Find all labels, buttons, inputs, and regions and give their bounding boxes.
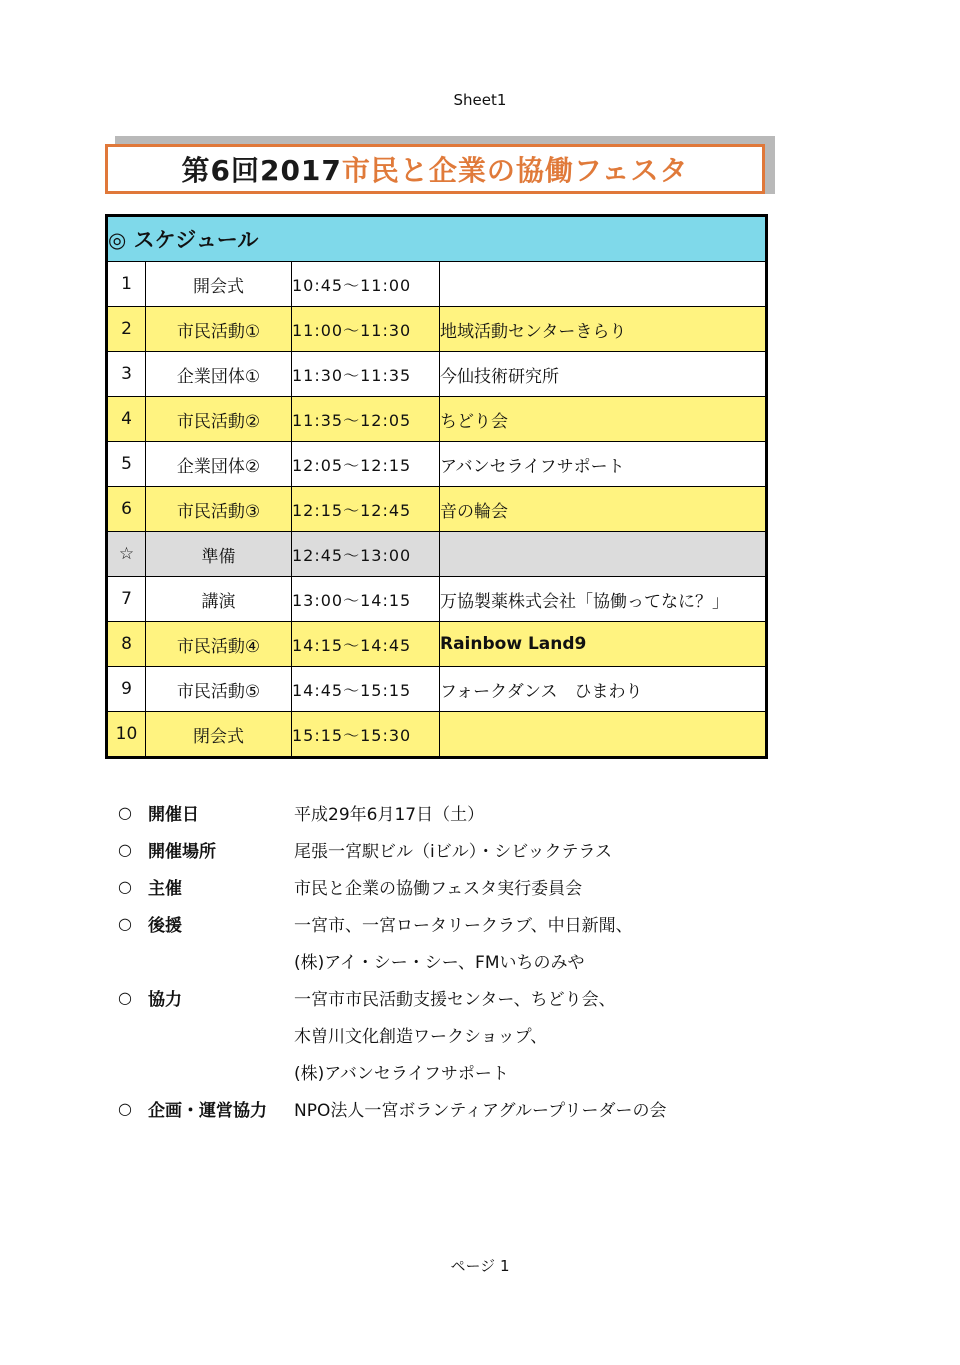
row-time: 11:35～12:05 [292,397,440,442]
schedule-row [107,487,767,532]
sheet-label: Sheet1 [453,91,507,109]
title-part2: 市民と企業の協働フェスタ [341,154,689,187]
schedule-row [107,577,767,622]
row-description [440,712,767,758]
schedule-table [105,214,768,759]
row-time: 14:15～14:45 [292,622,440,667]
row-session: 市民活動⑤ [146,667,292,712]
info-value: 木曽川文化創造ワークショップ、 [294,1027,548,1047]
event-info [118,794,838,1127]
row-description: 音の輪会 [440,487,767,532]
info-value: 平成29年6月17日（土） [294,805,485,825]
row-description: 地域活動センターきらり [440,307,767,352]
info-label: 開催日 [148,805,199,825]
row-number: 1 [107,262,146,307]
row-session: 市民活動② [146,397,292,442]
schedule-row [107,622,767,667]
row-description [440,262,767,307]
row-session: 企業団体① [146,352,292,397]
row-number: 10 [107,712,146,758]
row-description: 万協製薬株式会社「協働ってなに？」 [440,577,767,622]
schedule-heading: ◎ スケジュール [107,216,767,262]
schedule-row [107,307,767,352]
row-description: 今仙技術研究所 [440,352,767,397]
schedule-row [107,262,767,307]
row-number: 7 [107,577,146,622]
schedule-row [107,442,767,487]
row-number: 3 [107,352,146,397]
row-number: 6 [107,487,146,532]
bullet-icon: ○ [118,877,132,896]
row-session: 企業団体② [146,442,292,487]
row-time: 12:05～12:15 [292,442,440,487]
row-session: 市民活動④ [146,622,292,667]
info-value: 市民と企業の協働フェスタ実行委員会 [294,879,583,899]
row-session: 開会式 [146,262,292,307]
info-row [118,942,838,979]
row-time: 11:00～11:30 [292,307,440,352]
schedule-heading-row [107,216,767,262]
info-label: 主催 [148,879,182,899]
info-label: 企画・運営協力 [148,1101,267,1121]
row-number: 8 [107,622,146,667]
info-row [118,1053,838,1090]
info-row [118,831,838,868]
info-value: (株)アバンセライフサポート [294,1064,509,1084]
row-time: 14:45～15:15 [292,667,440,712]
info-row [118,1090,838,1127]
info-value: NPO法人一宮ボランティアグループリーダーの会 [294,1101,667,1121]
info-value: 一宮市市民活動支援センター、ちどり会、 [294,990,616,1010]
row-number: ☆ [107,532,146,577]
bullet-icon: ○ [118,1099,132,1118]
info-value: (株)アイ・シー・シー、FMいちのみや [294,953,585,973]
row-number: 5 [107,442,146,487]
row-session: 市民活動③ [146,487,292,532]
row-number: 4 [107,397,146,442]
info-label: 協力 [148,990,182,1010]
row-description: ちどり会 [440,397,767,442]
info-label: 後援 [148,916,182,936]
row-session: 講演 [146,577,292,622]
info-label: 開催場所 [148,842,216,862]
row-description: フォークダンス ひまわり [440,667,767,712]
row-time: 10:45～11:00 [292,262,440,307]
row-time: 13:00～14:15 [292,577,440,622]
row-number: 2 [107,307,146,352]
bullet-icon: ○ [118,914,132,933]
row-description: アバンセライフサポート [440,442,767,487]
row-session: 閉会式 [146,712,292,758]
row-description: Rainbow Land9 [440,622,767,667]
info-row [118,1016,838,1053]
schedule-row [107,397,767,442]
bullet-icon: ○ [118,840,132,859]
row-time: 12:45～13:00 [292,532,440,577]
schedule-row [107,712,767,758]
bullet-icon: ○ [118,988,132,1007]
row-description [440,532,767,577]
row-time: 15:15～15:30 [292,712,440,758]
schedule-row [107,352,767,397]
page-title [105,144,765,194]
row-number: 9 [107,667,146,712]
row-time: 12:15～12:45 [292,487,440,532]
page-number: ページ 1 [450,1257,510,1275]
row-time: 11:30～11:35 [292,352,440,397]
info-row [118,794,838,831]
info-value: 一宮市、一宮ロータリークラブ、中日新聞、 [294,916,633,936]
info-row [118,905,838,942]
schedule-row [107,532,767,577]
info-row [118,979,838,1016]
info-row [118,868,838,905]
info-value: 尾張一宮駅ビル（iビル）・シビックテラス [294,842,613,862]
row-session: 準備 [146,532,292,577]
row-session: 市民活動① [146,307,292,352]
bullet-icon: ○ [118,803,132,822]
title-part1: 第6回2017 [181,154,342,187]
schedule-row [107,667,767,712]
